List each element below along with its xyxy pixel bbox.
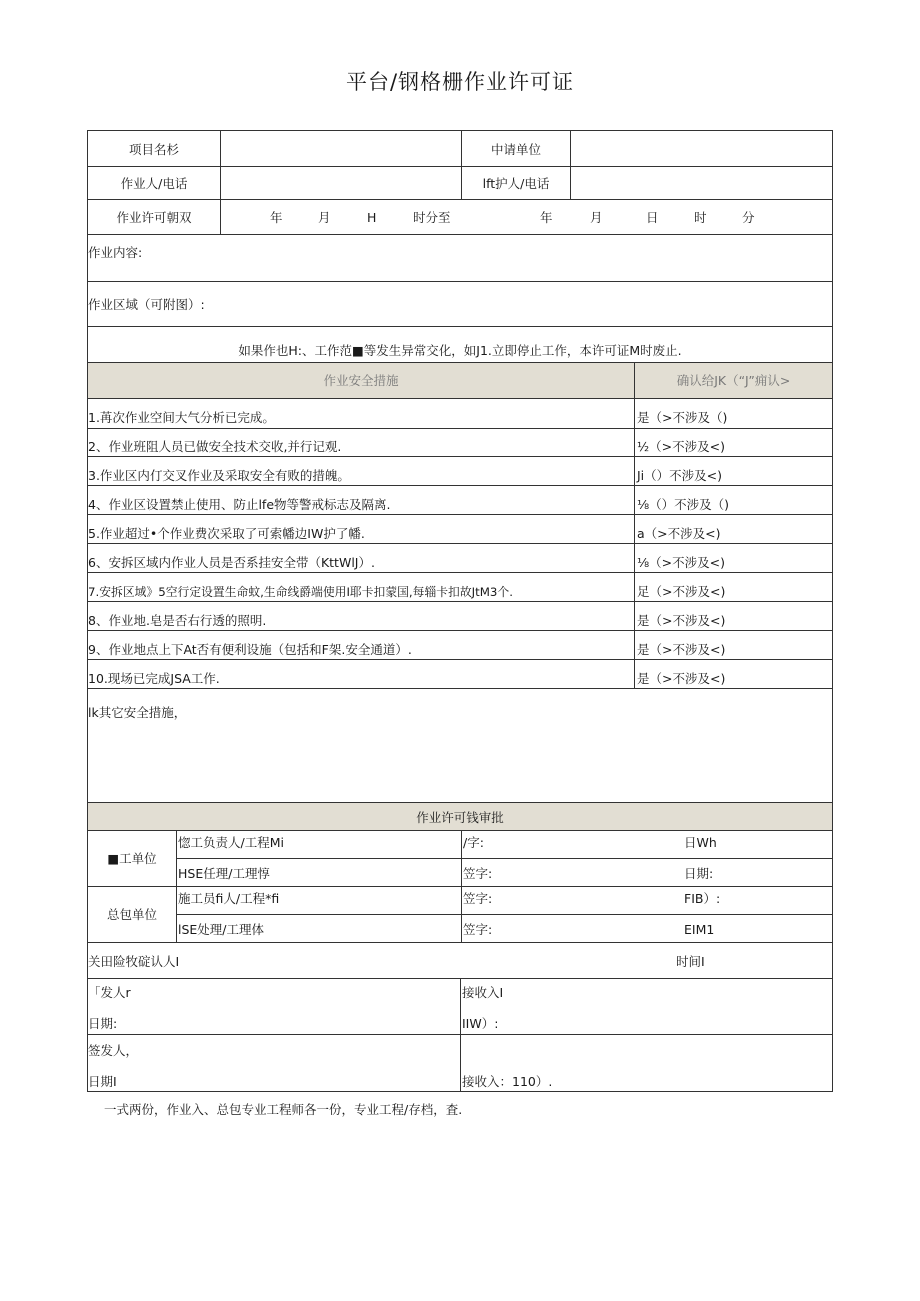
guardian-phone-label: lft护人/电话 [482, 176, 550, 191]
confirm-column-header: 确认给JK（“J”痈认> [676, 373, 791, 388]
issuer-label[interactable]: 「发人r [88, 985, 131, 1000]
measure-confirm[interactable]: 是（>不涉及<) [637, 642, 726, 657]
measure-item: 9、作业地点上下At否有便利设施（包括和F架.安全通道）. [88, 642, 412, 657]
approval-role: HSE任理/工理惇 [178, 866, 270, 881]
project-name-label: 项目名杉 [128, 142, 179, 157]
permit-table [87, 130, 833, 1092]
approval-sign[interactable]: 笠字: [463, 891, 493, 906]
operator-phone-label: 作业人/电话 [120, 176, 188, 191]
measure-confirm[interactable]: ½（>不涉及<) [637, 439, 725, 454]
measures-column-header: 作业安全措施 [323, 373, 399, 388]
work-content-label: 作业内容: [88, 245, 143, 260]
approval-date[interactable]: FIB）: [684, 891, 721, 906]
measure-confirm[interactable]: ⅛（>不涉及<) [637, 555, 725, 570]
measure-confirm[interactable]: Ji（）不涉及<) [637, 468, 723, 483]
general-contractor-label: 总包单位 [106, 907, 157, 922]
approval-date[interactable]: EIM1 [684, 922, 715, 937]
approval-date[interactable]: 日Wh [684, 835, 717, 850]
measure-item: 4、作业区设置禁止使用、防止lfe物等警戒标志及隔离. [88, 497, 391, 512]
approval-sign[interactable]: /字: [463, 835, 484, 850]
receiver-date-label[interactable]: IIW）: [462, 1016, 499, 1031]
measure-confirm[interactable]: 足（>不涉及<) [637, 584, 726, 599]
close-confirm-label: 关田险牧碇认人I [88, 954, 180, 969]
measure-confirm[interactable]: 是（>不涉及<) [637, 671, 726, 686]
close-time-label[interactable]: 时间I [676, 954, 705, 969]
measure-item: 3.作业区内仃交叉作业及采取安全有败的措魄。 [88, 468, 350, 483]
construction-unit-label: ■工单位 [107, 851, 157, 866]
approval-sign[interactable]: 笠字: [463, 922, 493, 937]
measure-item: 8、作业地.皂是否右行透的照明. [88, 613, 267, 628]
measure-item: 5.作业超过•个作业费次采取了可索幡边IW护了幡. [88, 526, 365, 541]
period-hour-2: 时 [694, 210, 707, 225]
period-month-1: 月 [318, 210, 331, 225]
issuer-label-2[interactable]: 签发人， [88, 1043, 139, 1058]
applicant-unit-label: 中请单位 [490, 142, 541, 157]
period-year-1: 年 [270, 210, 283, 225]
receiver-label[interactable]: 接收入I [462, 985, 504, 1000]
measure-item: 1.苒次作业空间大气分析已完成。 [88, 410, 275, 425]
measure-confirm[interactable]: ⅛（）不涉及（) [637, 497, 729, 512]
page-title: 平台/钢格栅作业许可证 [345, 70, 575, 94]
measure-item: 7.安拆区域》5空行定设置生命蚊,生命线爵端使用I耶卡扣蒙国,每辎卡扣故JtM3个. [88, 585, 513, 599]
approval-role: 施工员fi人/工程*fi [178, 891, 280, 906]
period-month-2: 月 [590, 210, 603, 225]
measure-item: 10.现场已完成JSA工作. [88, 671, 220, 686]
issuer-date-label-2[interactable]: 日期I [88, 1074, 117, 1089]
permit-period-label: 作业许可朝双 [116, 210, 192, 225]
other-measures-label: lk其它安全措施， [88, 705, 187, 720]
period-year-2: 年 [540, 210, 553, 225]
measure-confirm[interactable]: a（>不涉及<) [637, 526, 721, 541]
approval-section-title: 作业许可钱审批 [416, 810, 504, 825]
period-day-1: H [367, 210, 377, 225]
period-time-to: 时分至 [413, 210, 451, 225]
footnote: 一式两份，作业入、总包专业工程师各一份，专业工程/存档，査. [104, 1102, 463, 1117]
warning-text: 如果作也H:、工作范■等发生异常交化，如J1.立即停止工作，本许可证M时废止. [238, 343, 682, 358]
period-day-2: 日 [646, 210, 659, 225]
work-area-label: 作业区域（可附图）: [88, 297, 205, 312]
measure-item: 6、安拆区域内作业人员是否系挂安全带（KttWlJ）. [88, 555, 375, 570]
period-minute-2: 分 [742, 210, 755, 225]
issuer-date-label[interactable]: 日期: [88, 1016, 118, 1031]
approval-role: 惚工负责人/工程Mi [178, 835, 284, 850]
receiver-label-2[interactable]: 接收入：110）. [462, 1074, 553, 1089]
measure-item: 2、作业班阻人员已做安全技术交收,并行记观. [88, 439, 342, 454]
measure-confirm[interactable]: 是（>不涉及（) [637, 410, 728, 425]
measure-confirm[interactable]: 是（>不涉及<) [637, 613, 726, 628]
approval-date[interactable]: 日期: [684, 866, 714, 881]
approval-sign[interactable]: 笠字: [463, 866, 493, 881]
approval-role: lSE处理/工理体 [178, 922, 265, 937]
